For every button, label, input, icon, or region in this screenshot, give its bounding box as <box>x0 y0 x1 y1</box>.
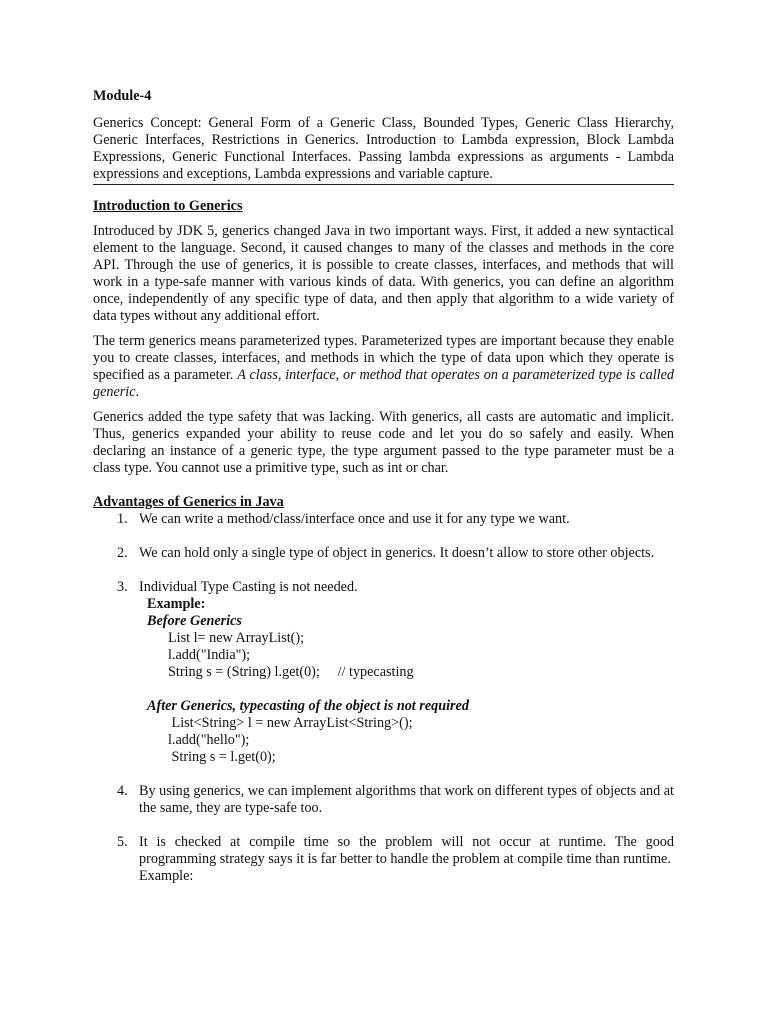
list-item-text: Individual Type Casting is not needed. <box>139 579 358 595</box>
advantages-heading: Advantages of Generics in Java <box>93 494 284 510</box>
list-item <box>93 783 674 817</box>
example-label: Example: <box>139 868 194 884</box>
list-number: 2. <box>117 545 128 561</box>
advantages-list <box>93 511 674 885</box>
code-line: String s = l.get(0); <box>168 749 276 765</box>
intro-p2-end: . <box>135 384 140 400</box>
intro-paragraph-2 <box>93 333 674 401</box>
list-number: 1. <box>117 511 128 527</box>
list-item-text: By using generics, we can implement algorithms that work on different types of objects and at the same, they are type-safe too. <box>139 783 674 816</box>
intro-paragraph-1: Introduced by JDK 5, generics changed Java in two important ways. First, it added a new syntactical element to the language. Second, it caused changes to many of the classes and methods in the core API. Through the use of generics, it is possible to create classes, interfaces, and methods that will work in a type-safe manner with various kinds of data. With generics, you can define an algorithm once, independently of any specific type of data, and then apply that algorithm to a wide variety of data types without any additional effort. <box>93 223 674 324</box>
list-item <box>93 579 674 766</box>
list-number: 5. <box>117 834 128 850</box>
intro-p2-text: The term generics means parameterized types. Parameterized types are important because they enable you to create classes, interfaces, and methods in which the type of data upon which they operate is specified as a parameter. <box>93 333 674 383</box>
list-item-text: We can hold only a single type of object in generics. It doesn’t allow to store other objects. <box>139 545 655 561</box>
module-title: Module-4 <box>93 88 152 104</box>
code-line: String s = (String) l.get(0); // typecasting <box>168 664 414 680</box>
after-generics-label: After Generics, typecasting of the object is not required <box>147 698 469 714</box>
example-label: Example: <box>147 596 206 612</box>
code-line: l.add("India"); <box>168 647 251 663</box>
list-item <box>93 834 674 885</box>
code-line: l.add("hello"); <box>168 732 250 748</box>
list-item-text: We can write a method/class/interface once and use it for any type we want. <box>139 511 570 527</box>
list-item <box>93 545 674 562</box>
intro-p2-italic: A class, interface, or method that operates on a parameterized type is called generic <box>93 367 674 400</box>
intro-heading: Introduction to Generics <box>93 198 243 214</box>
syllabus-paragraph: Generics Concept: General Form of a Generic Class, Bounded Types, Generic Class Hierarchy, Generic Interfaces, Restrictions in Generics. Introduction to Lambda expression, Block Lambda Expressions, Generic Functional Interfaces. Passing lambda expressions as arguments - Lambda expressions and exceptions, Lambda expressions and variable capture. <box>93 115 674 185</box>
document-page <box>93 88 674 885</box>
list-item-text: It is checked at compile time so the problem will not occur at runtime. The good programming strategy says it is far better to handle the problem at compile time than runtime. <box>139 834 674 867</box>
list-item <box>93 511 674 528</box>
code-line: List<String> l = new ArrayList<String>(); <box>168 715 413 731</box>
intro-paragraph-3: Generics added the type safety that was lacking. With generics, all casts are automatic and implicit. Thus, generics expanded your ability to reuse code and let you do so safely and easily. When declaring an instance of a generic type, the type argument passed to the type parameter must be a class type. You cannot use a primitive type, such as int or char. <box>93 409 674 476</box>
list-number: 4. <box>117 783 128 799</box>
before-generics-label: Before Generics <box>147 613 242 629</box>
code-line: List l= new ArrayList(); <box>168 630 305 646</box>
list-number: 3. <box>117 579 128 595</box>
